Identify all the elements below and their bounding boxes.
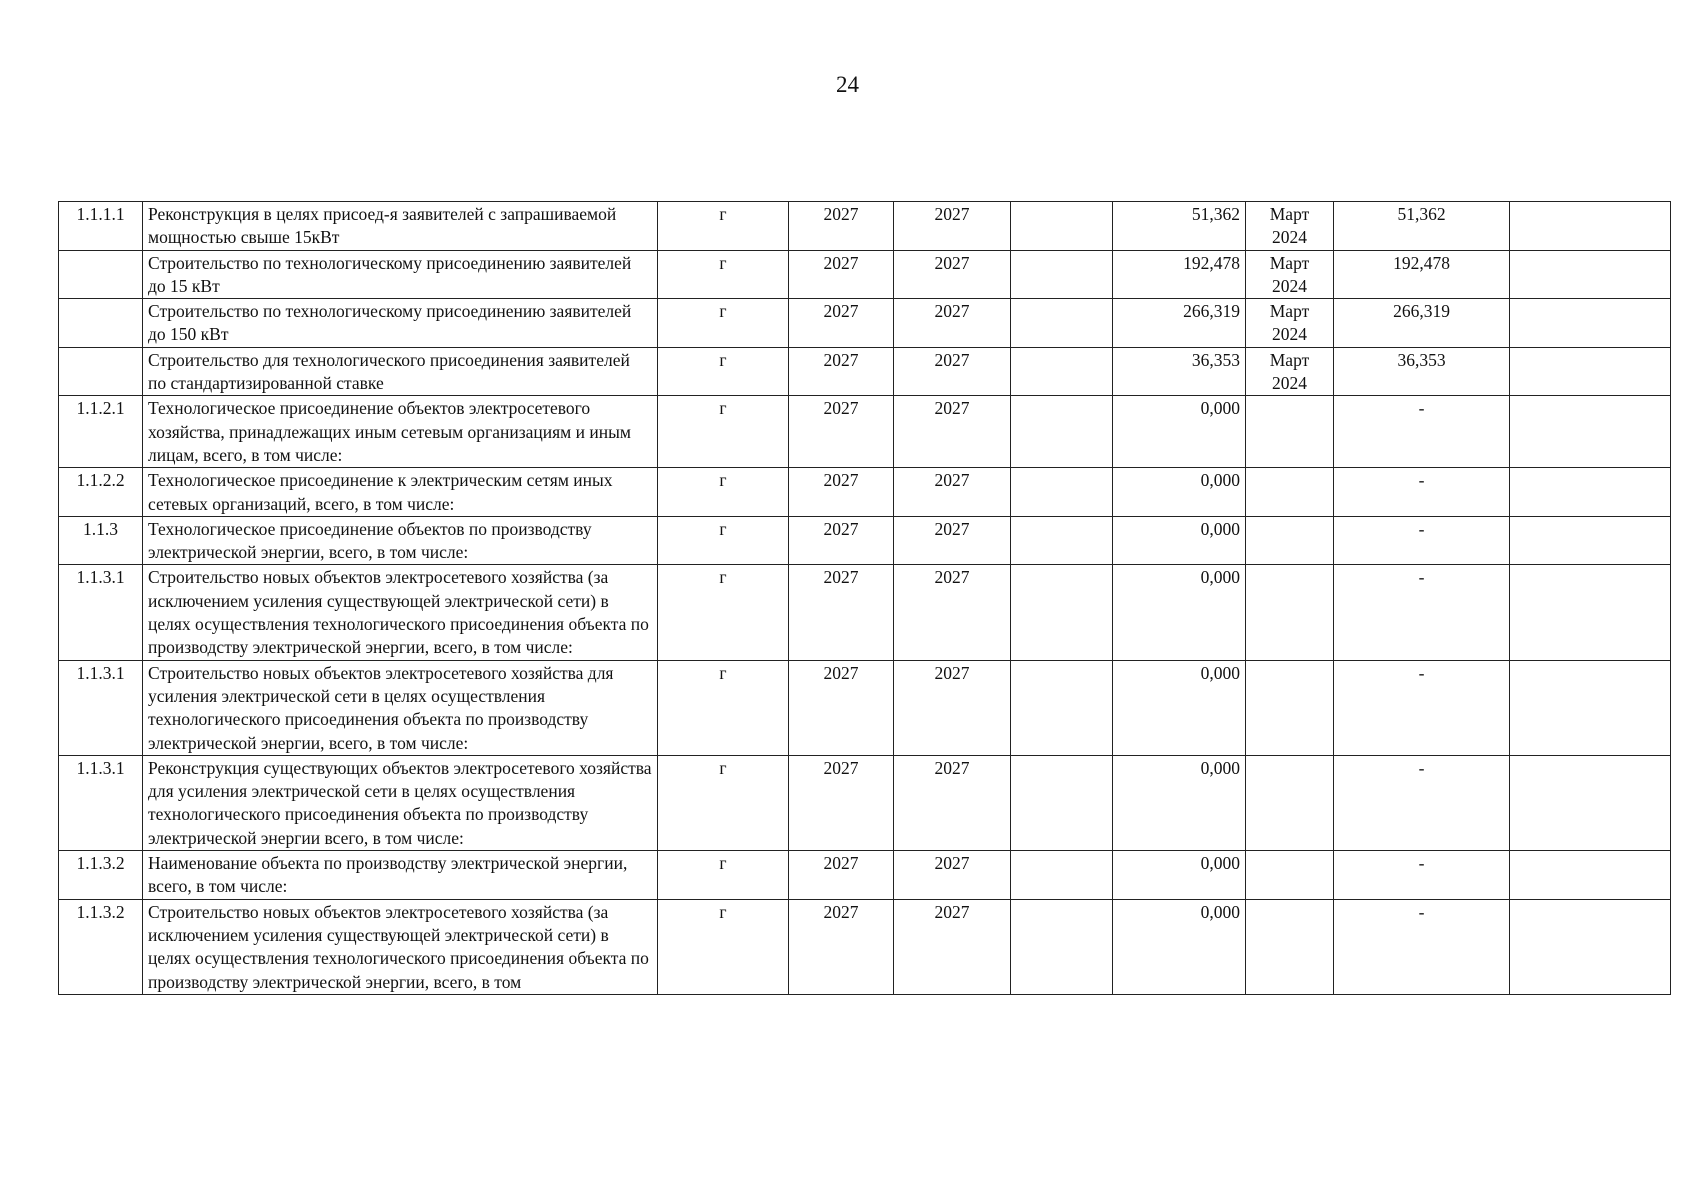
row-date (1246, 516, 1334, 565)
row-type: г (658, 396, 789, 468)
table-row (59, 565, 1671, 660)
row-code: 1.1.2.2 (59, 468, 143, 517)
row-year-start: 2027 (789, 250, 894, 299)
row-name: Строительство новых объектов электросетевого хозяйства для усиления электрической сети в целях осуществления технологического присоединения объекта по производству электрической энергии, всего, в том числе: (143, 660, 658, 755)
table-row (59, 755, 1671, 850)
row-value2: - (1334, 755, 1510, 850)
row-type: г (658, 202, 789, 251)
row-value2: 51,362 (1334, 202, 1510, 251)
row-type: г (658, 755, 789, 850)
row-value2: 36,353 (1334, 347, 1510, 396)
row-code: 1.1.3 (59, 516, 143, 565)
row-date (1246, 755, 1334, 850)
row-name: Технологическое присоединение объектов по производству электрической энергии, всего, в том числе: (143, 516, 658, 565)
row-year-end: 2027 (894, 565, 1011, 660)
table-row (59, 299, 1671, 348)
row-col6 (1011, 396, 1113, 468)
row-code: 1.1.3.1 (59, 565, 143, 660)
row-year-end: 2027 (894, 396, 1011, 468)
row-date (1246, 851, 1334, 900)
row-value: 0,000 (1113, 396, 1246, 468)
row-year-end: 2027 (894, 660, 1011, 755)
row-type: г (658, 468, 789, 517)
row-code: 1.1.3.1 (59, 755, 143, 850)
table-row (59, 347, 1671, 396)
row-year-end: 2027 (894, 468, 1011, 517)
row-col6 (1011, 250, 1113, 299)
row-col10 (1510, 468, 1671, 517)
row-name: Строительство по технологическому присоединению заявителей до 150 кВт (143, 299, 658, 348)
row-code: 1.1.3.2 (59, 899, 143, 994)
table-row (59, 468, 1671, 517)
row-code (59, 347, 143, 396)
row-name: Технологическое присоединение к электрическим сетям иных сетевых организаций, всего, в том числе: (143, 468, 658, 517)
row-value: 0,000 (1113, 851, 1246, 900)
row-col6 (1011, 851, 1113, 900)
row-value2: - (1334, 851, 1510, 900)
row-value2: - (1334, 899, 1510, 994)
row-date (1246, 660, 1334, 755)
row-col6 (1011, 202, 1113, 251)
table-row (59, 202, 1671, 251)
row-name: Строительство для технологического присоединения заявителей по стандартизированной ставке (143, 347, 658, 396)
row-type: г (658, 516, 789, 565)
row-name: Строительство новых объектов электросетевого хозяйства (за исключением усиления существующей электрической сети) в целях осуществления технологического присоединения объекта по производству электрической энергии, всего, в том (143, 899, 658, 994)
row-date (1246, 468, 1334, 517)
row-name: Реконструкция существующих объектов электросетевого хозяйства для усиления электрической сети в целях осуществления технологического присоединения объекта по производству электрической энергии всего, в том числе: (143, 755, 658, 850)
row-col10 (1510, 250, 1671, 299)
investment-program-table (58, 201, 1671, 995)
row-value: 0,000 (1113, 468, 1246, 517)
row-value2: - (1334, 468, 1510, 517)
row-col10 (1510, 516, 1671, 565)
table-row (59, 899, 1671, 994)
row-col10 (1510, 202, 1671, 251)
row-col6 (1011, 565, 1113, 660)
row-col6 (1011, 347, 1113, 396)
row-year-start: 2027 (789, 899, 894, 994)
row-name: Строительство по технологическому присоединению заявителей до 15 кВт (143, 250, 658, 299)
row-year-start: 2027 (789, 755, 894, 850)
row-value2: 192,478 (1334, 250, 1510, 299)
row-code: 1.1.1.1 (59, 202, 143, 251)
row-year-end: 2027 (894, 299, 1011, 348)
row-value: 0,000 (1113, 660, 1246, 755)
row-value2: - (1334, 516, 1510, 565)
row-year-start: 2027 (789, 468, 894, 517)
row-year-end: 2027 (894, 516, 1011, 565)
row-code (59, 299, 143, 348)
row-date: Март 2024 (1246, 202, 1334, 251)
row-col6 (1011, 660, 1113, 755)
row-year-start: 2027 (789, 202, 894, 251)
row-name: Строительство новых объектов электросетевого хозяйства (за исключением усиления существующей электрической сети) в целях осуществления технологического присоединения объекта по производству электрической энергии, всего, в том числе: (143, 565, 658, 660)
row-value2: - (1334, 660, 1510, 755)
row-col6 (1011, 899, 1113, 994)
row-type: г (658, 565, 789, 660)
row-code (59, 250, 143, 299)
row-name: Технологическое присоединение объектов электросетевого хозяйства, принадлежащих иным сетевым организациям и иным лицам, всего, в том числе: (143, 396, 658, 468)
row-value: 0,000 (1113, 516, 1246, 565)
row-col6 (1011, 468, 1113, 517)
table-row (59, 660, 1671, 755)
row-type: г (658, 299, 789, 348)
row-col6 (1011, 516, 1113, 565)
row-col10 (1510, 347, 1671, 396)
row-col6 (1011, 299, 1113, 348)
row-col6 (1011, 755, 1113, 850)
row-date: Март 2024 (1246, 347, 1334, 396)
row-year-end: 2027 (894, 250, 1011, 299)
row-year-end: 2027 (894, 851, 1011, 900)
row-year-end: 2027 (894, 202, 1011, 251)
row-year-start: 2027 (789, 851, 894, 900)
table-row (59, 396, 1671, 468)
row-col10 (1510, 899, 1671, 994)
row-name: Реконструкция в целях присоед-я заявителей с запрашиваемой мощностью свыше 15кВт (143, 202, 658, 251)
row-type: г (658, 899, 789, 994)
row-type: г (658, 660, 789, 755)
row-year-start: 2027 (789, 565, 894, 660)
row-date (1246, 565, 1334, 660)
row-value: 0,000 (1113, 755, 1246, 850)
row-code: 1.1.2.1 (59, 396, 143, 468)
row-year-end: 2027 (894, 899, 1011, 994)
table-row (59, 516, 1671, 565)
row-col10 (1510, 660, 1671, 755)
table-row (59, 851, 1671, 900)
row-code: 1.1.3.2 (59, 851, 143, 900)
row-value: 0,000 (1113, 565, 1246, 660)
row-type: г (658, 347, 789, 396)
row-col10 (1510, 755, 1671, 850)
row-value: 51,362 (1113, 202, 1246, 251)
row-year-start: 2027 (789, 299, 894, 348)
row-year-end: 2027 (894, 347, 1011, 396)
row-col10 (1510, 565, 1671, 660)
row-value: 192,478 (1113, 250, 1246, 299)
row-col10 (1510, 851, 1671, 900)
row-code: 1.1.3.1 (59, 660, 143, 755)
row-type: г (658, 851, 789, 900)
row-year-start: 2027 (789, 347, 894, 396)
row-year-end: 2027 (894, 755, 1011, 850)
row-type: г (658, 250, 789, 299)
row-year-start: 2027 (789, 516, 894, 565)
row-value2: - (1334, 396, 1510, 468)
row-year-start: 2027 (789, 660, 894, 755)
row-value: 36,353 (1113, 347, 1246, 396)
row-year-start: 2027 (789, 396, 894, 468)
row-value2: - (1334, 565, 1510, 660)
row-value: 0,000 (1113, 899, 1246, 994)
row-date (1246, 396, 1334, 468)
row-date: Март 2024 (1246, 299, 1334, 348)
row-name: Наименование объекта по производству электрической энергии, всего, в том числе: (143, 851, 658, 900)
table-row (59, 250, 1671, 299)
row-date: Март 2024 (1246, 250, 1334, 299)
row-date (1246, 899, 1334, 994)
row-col10 (1510, 299, 1671, 348)
page-number: 24 (836, 72, 859, 97)
row-value: 266,319 (1113, 299, 1246, 348)
row-value2: 266,319 (1334, 299, 1510, 348)
row-col10 (1510, 396, 1671, 468)
